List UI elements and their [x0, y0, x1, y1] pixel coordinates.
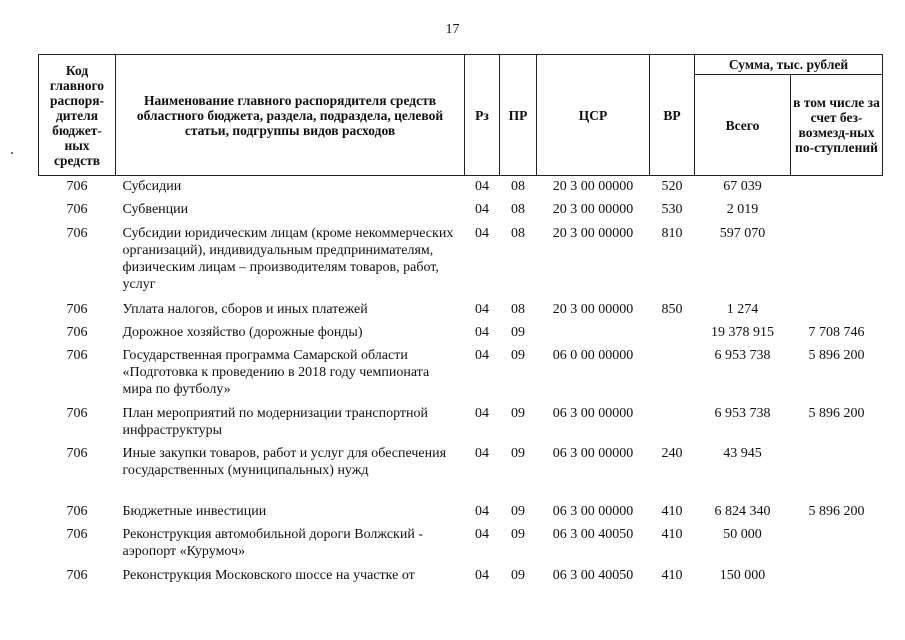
cell-total: 67 039	[723, 179, 762, 194]
cell-name: Реконструкция Московского шоссе на участке от	[122, 567, 415, 583]
cell-csr: 06 3 00 40050	[552, 567, 634, 583]
cell-name: Реконструкция автомобильной дороги Волжский - аэропорт «Курумоч»	[122, 526, 423, 559]
cell-csr: 06 3 00 40050	[552, 526, 634, 542]
cell-vr	[650, 322, 695, 345]
cell-pr: 09	[511, 445, 525, 461]
page-number: 17	[445, 22, 460, 37]
cell-name: Субсидии юридическим лицам (кроме некоммерческих организаций), индивидуальным предпринимателям, физическим лицам – производителям товаров, работ, услуг	[122, 225, 454, 292]
cell-pr: 08	[511, 301, 525, 317]
header-rz: Рз	[465, 55, 500, 176]
cell-pr: 09	[511, 567, 525, 583]
cell-vr: 240	[661, 445, 683, 461]
table-row	[39, 524, 883, 565]
cell-total: 6 953 738	[714, 405, 771, 421]
scan-mark	[11, 152, 13, 154]
cell-pr: 09	[511, 526, 525, 542]
cell-vr	[650, 403, 695, 443]
table-row	[39, 501, 883, 524]
cell-code: 706	[66, 225, 88, 241]
cell-name: Государственная программа Самарской области «Подготовка к проведению в 2018 году чемпионата мира по футболу»	[122, 347, 430, 397]
cell-rz: 04	[475, 526, 489, 542]
cell-free	[791, 176, 883, 199]
cell-total: 597 070	[719, 225, 766, 241]
cell-total: 6 824 340	[714, 503, 771, 519]
header-vr: ВР	[650, 55, 695, 176]
cell-code: 706	[66, 405, 88, 421]
header-csr: ЦСР	[537, 55, 650, 176]
cell-rz: 04	[475, 324, 489, 340]
header-code: Код главного распоря-дителя бюджет-ных средств	[39, 55, 116, 176]
cell-rz: 04	[475, 567, 489, 583]
cell-code: 706	[66, 301, 88, 317]
cell-csr: 20 3 00 00000	[552, 179, 634, 194]
table-row	[39, 223, 883, 299]
cell-csr: 20 3 00 00000	[552, 225, 634, 241]
cell-vr: 530	[661, 201, 683, 217]
cell-code: 706	[66, 324, 88, 340]
table-row	[39, 176, 883, 199]
cell-pr: 09	[511, 503, 525, 519]
budget-table	[38, 54, 883, 587]
cell-free	[791, 524, 883, 565]
cell-rz: 04	[475, 301, 489, 317]
table-row	[39, 565, 883, 587]
cell-code: 706	[66, 503, 88, 519]
cell-name: Дорожное хозяйство (дорожные фонды)	[122, 324, 363, 340]
cell-code: 706	[66, 201, 88, 217]
table-row	[39, 199, 883, 223]
cell-csr: 06 3 00 00000	[552, 445, 634, 461]
cell-code: 706	[66, 179, 88, 194]
cell-name: Уплата налогов, сборов и иных платежей	[122, 301, 368, 317]
cell-csr: 20 3 00 00000	[552, 301, 634, 317]
cell-free: 7 708 746	[808, 324, 865, 340]
cell-vr: 410	[661, 526, 683, 542]
cell-csr: 20 3 00 00000	[552, 201, 634, 217]
cell-total: 150 000	[719, 567, 766, 583]
cell-vr: 410	[661, 503, 683, 519]
cell-free	[791, 443, 883, 501]
cell-free: 5 896 200	[808, 405, 865, 421]
cell-vr: 520	[661, 179, 683, 194]
cell-total: 2 019	[726, 201, 759, 217]
cell-free	[791, 299, 883, 322]
cell-rz: 04	[475, 503, 489, 519]
cell-free	[791, 199, 883, 223]
header-sum: Сумма, тыс. рублей	[695, 55, 883, 75]
cell-vr	[650, 345, 695, 403]
cell-pr: 08	[511, 201, 525, 217]
table-row	[39, 443, 883, 501]
cell-pr: 09	[511, 405, 525, 421]
cell-code: 706	[66, 445, 88, 461]
cell-free	[791, 223, 883, 299]
cell-rz: 04	[475, 445, 489, 461]
header-pr: ПР	[500, 55, 537, 176]
cell-vr: 810	[661, 225, 683, 241]
cell-free: 5 896 200	[808, 503, 865, 519]
table-row	[39, 299, 883, 322]
cell-code: 706	[66, 526, 88, 542]
cell-pr: 09	[511, 324, 525, 340]
cell-pr: 08	[511, 179, 525, 194]
table-row	[39, 403, 883, 443]
cell-free	[791, 565, 883, 587]
cell-name: Субвенции	[122, 201, 189, 217]
cell-code: 706	[66, 347, 88, 363]
header-name: Наименование главного распорядителя средств областного бюджета, раздела, подраздела, целевой статьи, подгруппы видов расходов	[116, 55, 465, 176]
header-total: Всего	[695, 75, 791, 176]
cell-free: 5 896 200	[808, 347, 865, 363]
cell-vr: 850	[661, 301, 683, 317]
cell-pr: 09	[511, 347, 525, 363]
cell-total: 6 953 738	[714, 347, 771, 363]
cell-name: Иные закупки товаров, работ и услуг для обеспечения государственных (муниципальных) нужд	[122, 445, 447, 478]
cell-rz: 04	[475, 225, 489, 241]
cell-rz: 04	[475, 347, 489, 363]
table-row	[39, 322, 883, 345]
cell-name: Бюджетные инвестиции	[122, 503, 267, 519]
table-row	[39, 345, 883, 403]
cell-name: План мероприятий по модернизации транспортной инфраструктуры	[122, 405, 429, 438]
cell-csr	[537, 322, 650, 345]
cell-pr: 08	[511, 225, 525, 241]
cell-code: 706	[66, 567, 88, 583]
cell-csr: 06 0 00 00000	[552, 347, 634, 363]
cell-total: 43 945	[723, 445, 762, 461]
cell-rz: 04	[475, 201, 489, 217]
cell-vr: 410	[661, 567, 683, 583]
cell-name: Субсидии	[122, 179, 182, 194]
header-free: в том числе за счет без-возмезд-ных по-ступлений	[791, 75, 883, 176]
cell-csr: 06 3 00 00000	[552, 405, 634, 421]
cell-rz: 04	[475, 405, 489, 421]
cell-rz: 04	[475, 179, 489, 194]
cell-csr: 06 3 00 00000	[552, 503, 634, 519]
cell-total: 50 000	[723, 526, 762, 542]
cell-total: 1 274	[726, 301, 759, 317]
cell-total: 19 378 915	[711, 324, 774, 340]
